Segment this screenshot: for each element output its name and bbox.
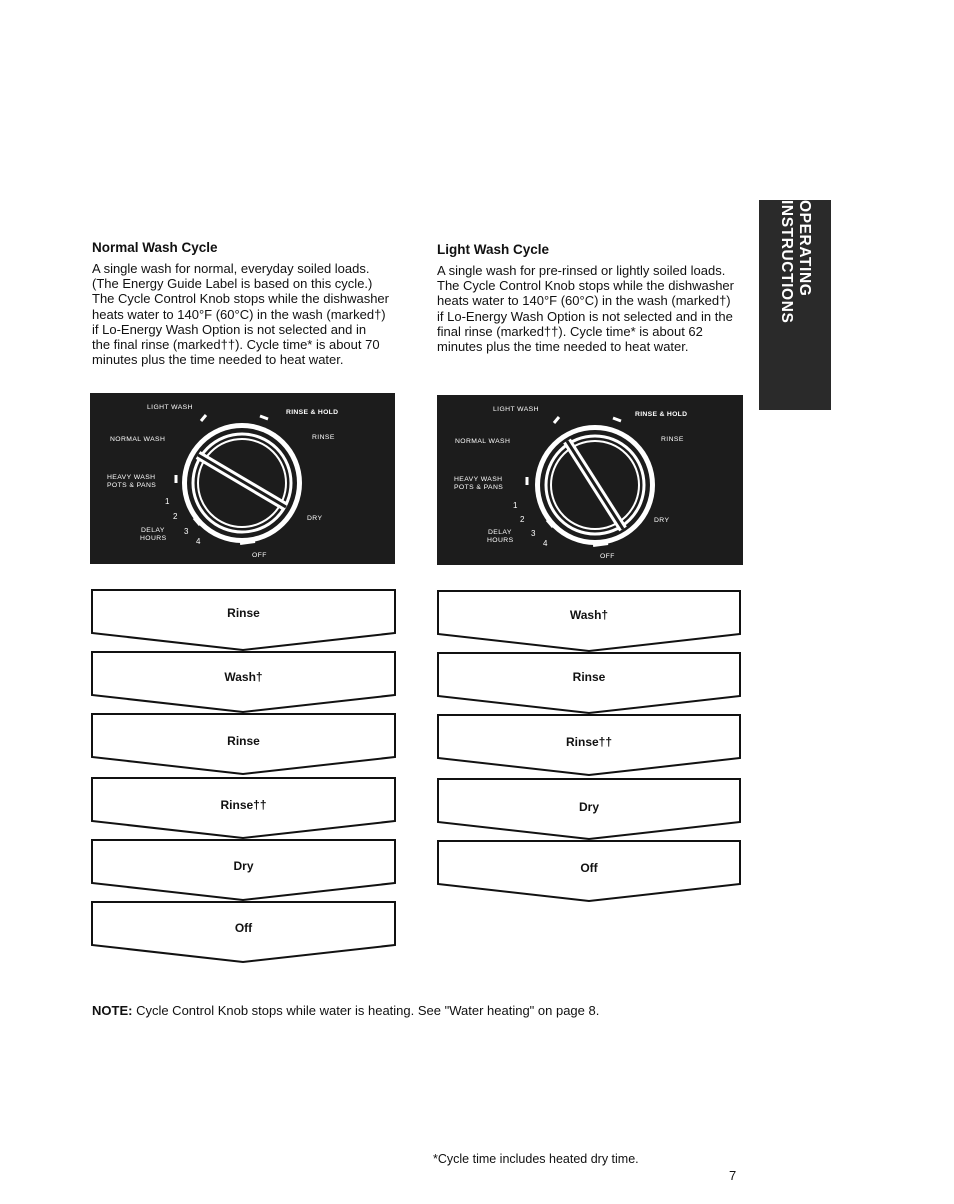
rinse-hold-label: RINSE & HOLD [635,411,688,418]
normal-wash-dial-illustration [90,393,395,564]
rinse-label: RINSE [312,434,335,441]
step-label: Rinse [572,670,606,684]
normal-step-rinse [91,589,396,651]
hour-1-label: 1 [165,497,170,506]
heavy-wash-label: HEAVY WASH [107,474,156,481]
hour-1-label: 1 [513,501,518,510]
hour-3-label: 3 [531,529,536,538]
light-wash-description: A single wash for pre-rinsed or lightly soiled loads. The Cycle Control Knob stops while the dishwasher heats water to 140°F (60°C) in the wash (marked†) if Lo-Energy Wash Option is not selected and in the final rinse (marked††). Cycle time* is about 62 minutes plus the time needed to heat water. [437,263,734,355]
hours-label: HOURS [487,537,514,544]
step-label: Wash† [224,670,263,684]
normal-step-wash [91,651,396,713]
step-label: Dry [578,800,599,814]
note-text: Cycle Control Knob stops while water is heating. See "Water heating" on page 8. [132,1003,600,1018]
delay-label: DELAY [141,527,165,534]
step-label: Rinse [227,734,260,748]
normal-wash-description: A single wash for normal, everyday soiled loads. (The Energy Guide Label is based on this cycle.) The Cycle Control Knob stops while the dishwasher heats water to 140°F (60°C) in the wash (marked†) if Lo-Energy Wash Option is not selected and in the final rinse (marked††). Cycle time* is about 70 minutes plus the time needed to heat water. [92,261,389,368]
operating-instructions-tab [759,200,831,410]
hour-3-label: 3 [184,527,189,536]
side-tab-label: OPERATING INSTRUCTIONS [778,200,813,324]
step-label: Wash† [569,608,609,622]
dry-label: DRY [654,517,670,524]
off-label: OFF [252,552,267,559]
light-step-rinse [437,652,741,714]
step-label: Off [234,921,253,935]
delay-label: DELAY [488,529,512,536]
hour-2-label: 2 [173,512,178,521]
normal-wash-label: NORMAL WASH [455,438,511,445]
light-step-off [437,840,741,902]
hour-4-label: 4 [196,537,201,546]
step-label: Dry [233,859,254,873]
normal-wash-title: Normal Wash Cycle [92,240,218,255]
rinse-hold-label: RINSE & HOLD [286,409,339,416]
normal-step-rinse-2 [91,713,396,775]
note-label: NOTE: [92,1003,133,1018]
footnote: *Cycle time includes heated dry time. [433,1152,639,1166]
dry-label: DRY [307,515,323,522]
light-wash-label: LIGHT WASH [493,406,539,413]
heavy-wash-label: HEAVY WASH [454,476,503,483]
normal-wash-label: NORMAL WASH [110,436,166,443]
rinse-label: RINSE [661,436,684,443]
step-label: Rinse†† [220,798,267,812]
step-label: Rinse†† [565,735,613,749]
light-wash-dial-illustration [437,395,743,565]
light-wash-title: Light Wash Cycle [437,242,550,257]
off-label: OFF [600,553,615,560]
step-label: Off [580,861,598,875]
light-step-final-rinse [437,714,741,776]
normal-step-final-rinse [91,777,396,839]
light-step-wash [437,590,741,652]
pots-pans-label: POTS & PANS [454,484,504,491]
step-label: Rinse [227,606,260,620]
hour-4-label: 4 [543,539,548,548]
light-wash-label: LIGHT WASH [147,404,193,411]
pots-pans-label: POTS & PANS [107,482,157,489]
note [92,1003,599,1018]
hour-2-label: 2 [520,515,525,524]
hours-label: HOURS [140,535,167,542]
normal-step-off [91,901,396,963]
normal-step-dry [91,839,396,901]
page-number: 7 [729,1168,737,1183]
light-step-dry [437,778,741,840]
